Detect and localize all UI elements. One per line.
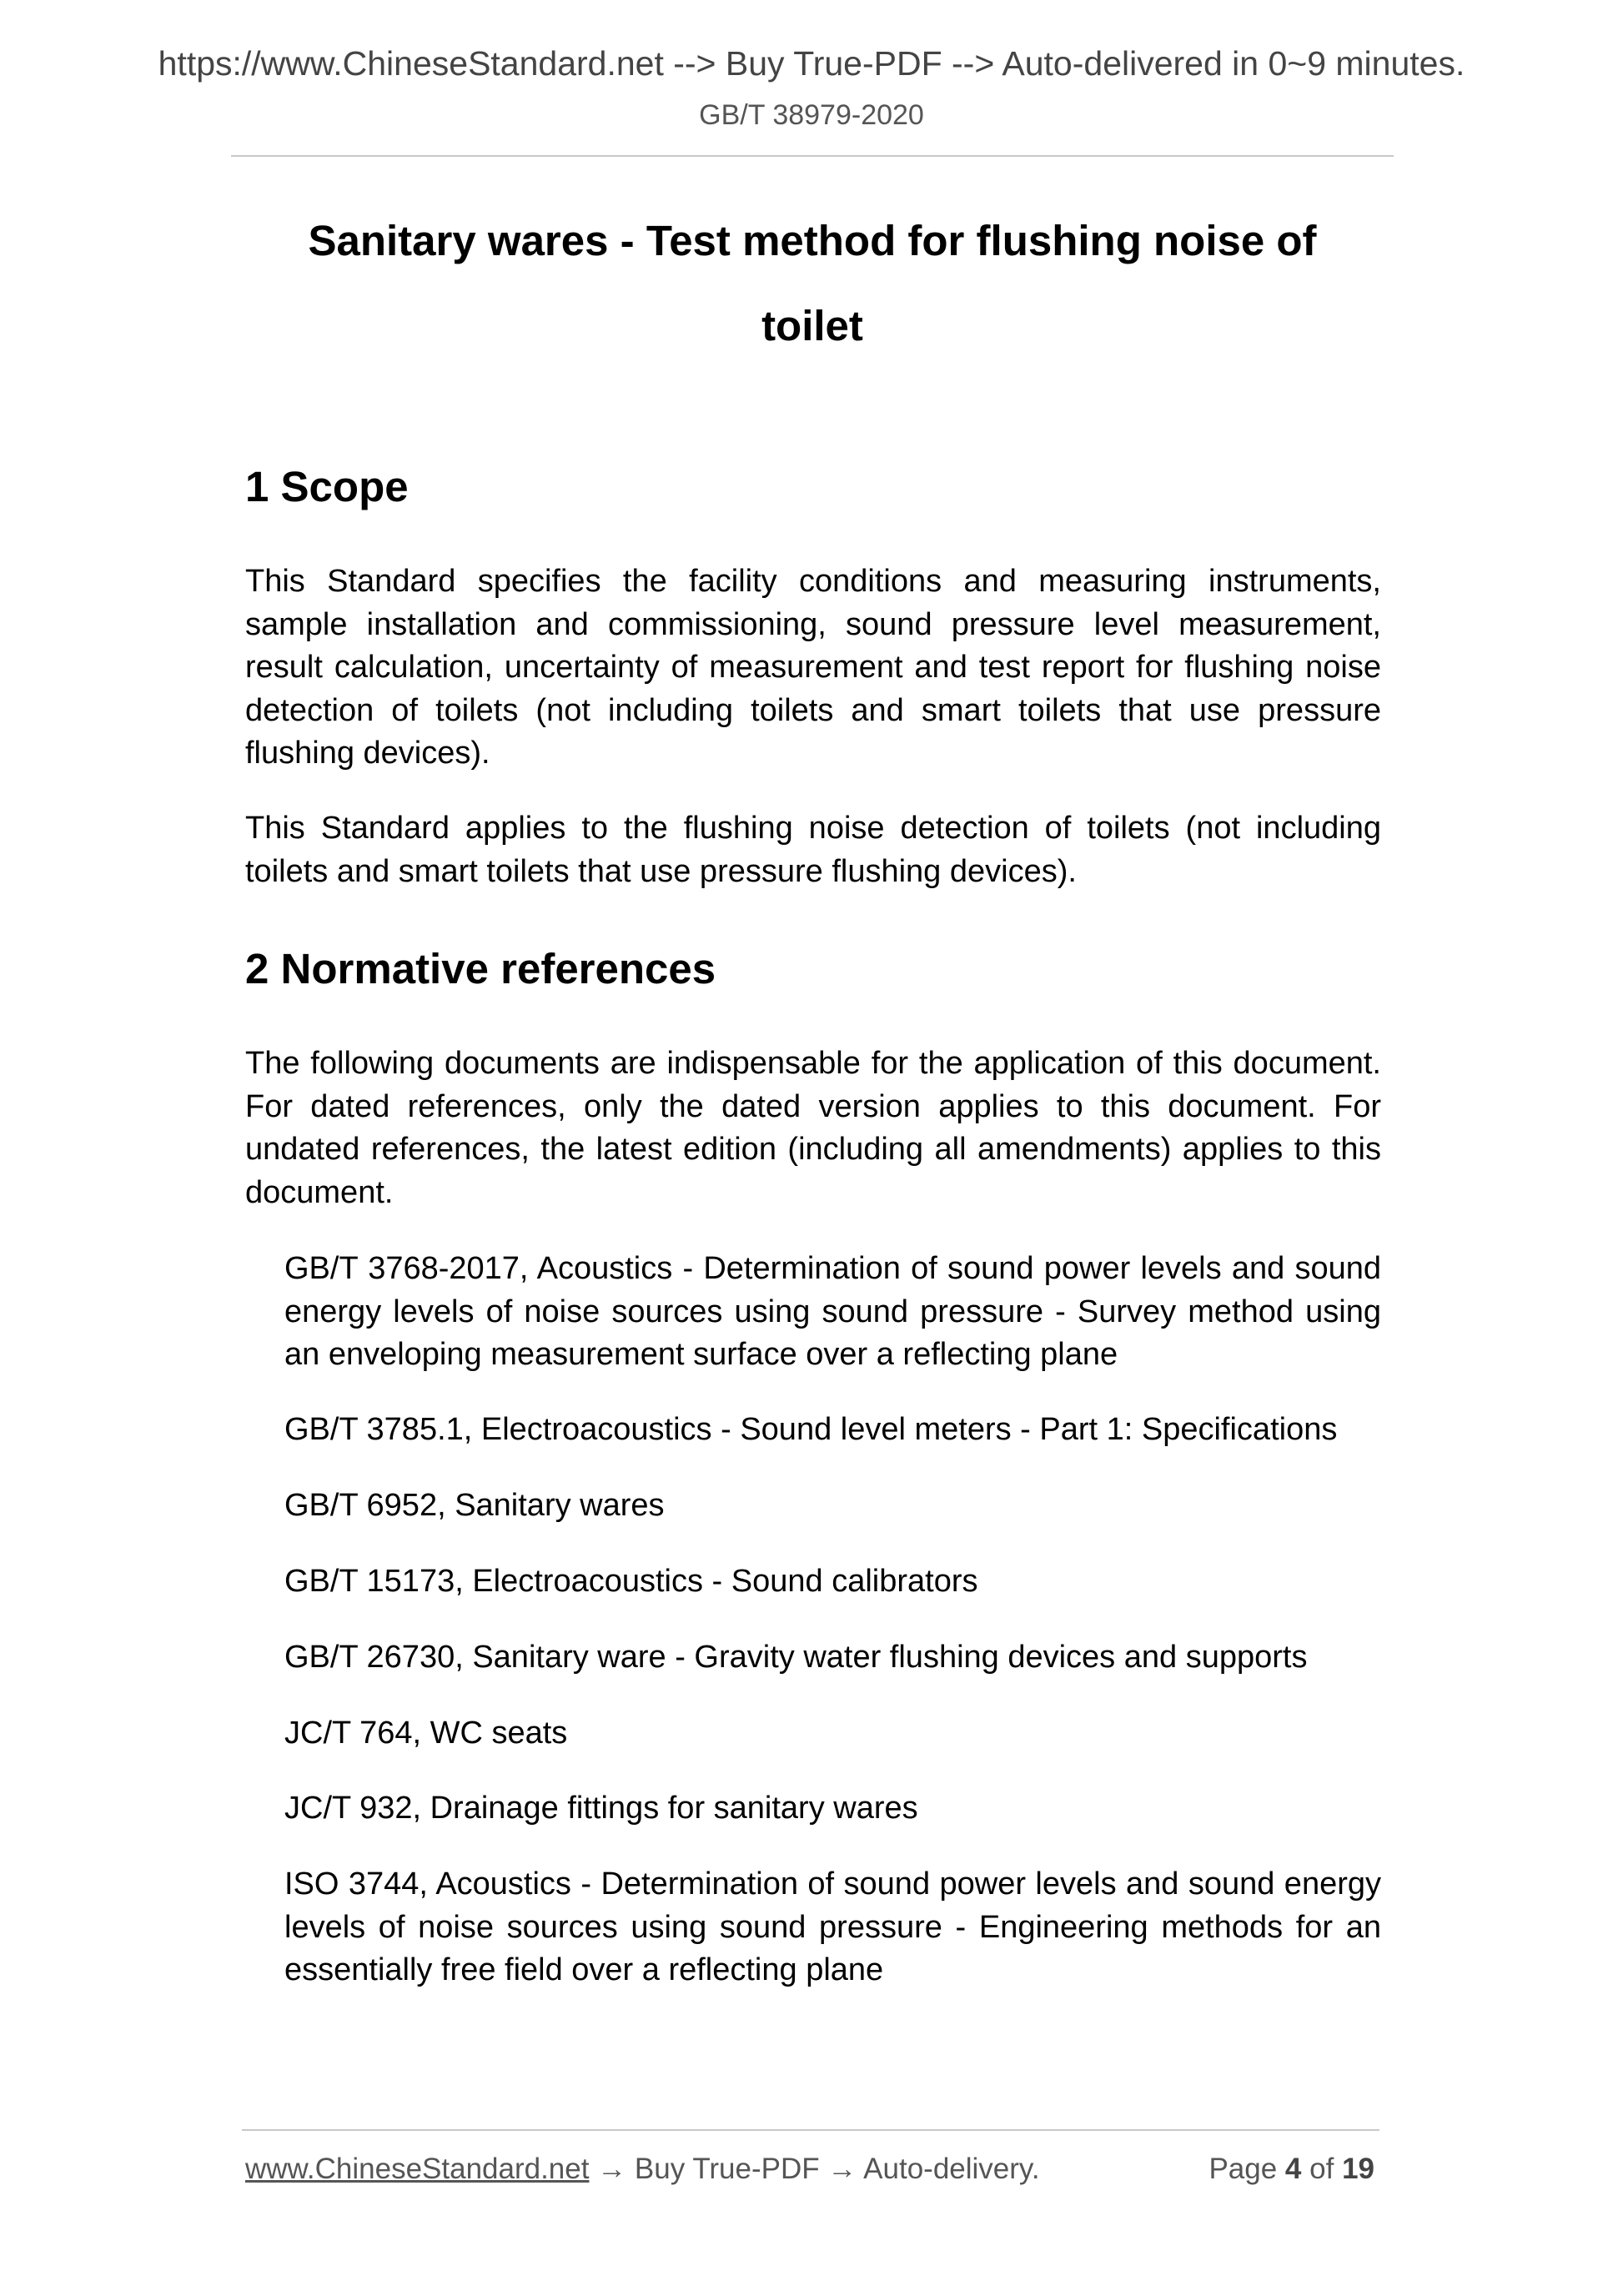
scope-paragraph: This Standard specifies the facility conditions and measuring instruments, sample installation and commissioning, sound pressure level measurement, result calculation, uncertainty of measurement and test report for flushing noise detection of toilets (not including toilets and smart toilets that use pressure flushing devices).	[245, 564, 1381, 771]
page-label: Page	[1208, 2153, 1278, 2185]
reference-item: ISO 3744, Acoustics - Determination of sound power levels and sound energy levels of noise sources using sound pressure - Engineering methods for an essentially free field over a reflecting plane	[284, 1866, 1381, 1987]
reference-item: GB/T 26730, Sanitary ware - Gravity water flushing devices and supports	[284, 1640, 1308, 1675]
references-intro-paragraph: The following documents are indispensable for the application of this document. For dated references, only the dated version applies to this document. For undated references, the latest edition (including all amendments) applies to this document.	[245, 1046, 1381, 1210]
footer-promo	[245, 2152, 1040, 2187]
page-of-label: of	[1309, 2153, 1334, 2185]
reference-item: JC/T 764, WC seats	[284, 1716, 568, 1751]
page-current-number: 4	[1284, 2153, 1302, 2185]
section-heading-scope: 1 Scope	[245, 463, 409, 510]
reference-item: GB/T 3768-2017, Acoustics - Determination of sound power levels and sound energy levels of noise sources using sound pressure - Survey method using an enveloping measurement surface over a reflecting plane	[284, 1251, 1381, 1372]
header-standard-number: GB/T 38979-2020	[699, 99, 924, 131]
reference-item: JC/T 932, Drainage fittings for sanitary wares	[284, 1791, 918, 1826]
footer-tagline: → Buy True-PDF → Auto-delivery.	[589, 2153, 1040, 2185]
document-title-line1: Sanitary wares - Test method for flushing noise of	[308, 217, 1317, 264]
header-url-line: https://www.ChineseStandard.net --> Buy True-PDF --> Auto-delivered in 0~9 minutes.	[158, 44, 1465, 83]
page-total-number: 19	[1342, 2153, 1374, 2185]
reference-item: GB/T 6952, Sanitary wares	[284, 1488, 665, 1523]
document-title	[231, 198, 1394, 369]
reference-item: GB/T 15173, Electroacoustics - Sound calibrators	[284, 1564, 978, 1599]
reference-item: GB/T 3785.1, Electroacoustics - Sound level meters - Part 1: Specifications	[284, 1412, 1338, 1447]
section-heading-normative-references: 2 Normative references	[245, 945, 716, 992]
scope-paragraph: This Standard applies to the flushing noise detection of toilets (not including toilets and smart toilets that use pressure flushing devices).	[245, 811, 1381, 889]
footer-website-link[interactable]: www.ChineseStandard.net	[245, 2153, 590, 2185]
header-divider	[231, 155, 1394, 157]
document-title-line2: toilet	[761, 302, 863, 349]
page-indicator	[1208, 2152, 1374, 2187]
footer-divider	[242, 2129, 1379, 2131]
